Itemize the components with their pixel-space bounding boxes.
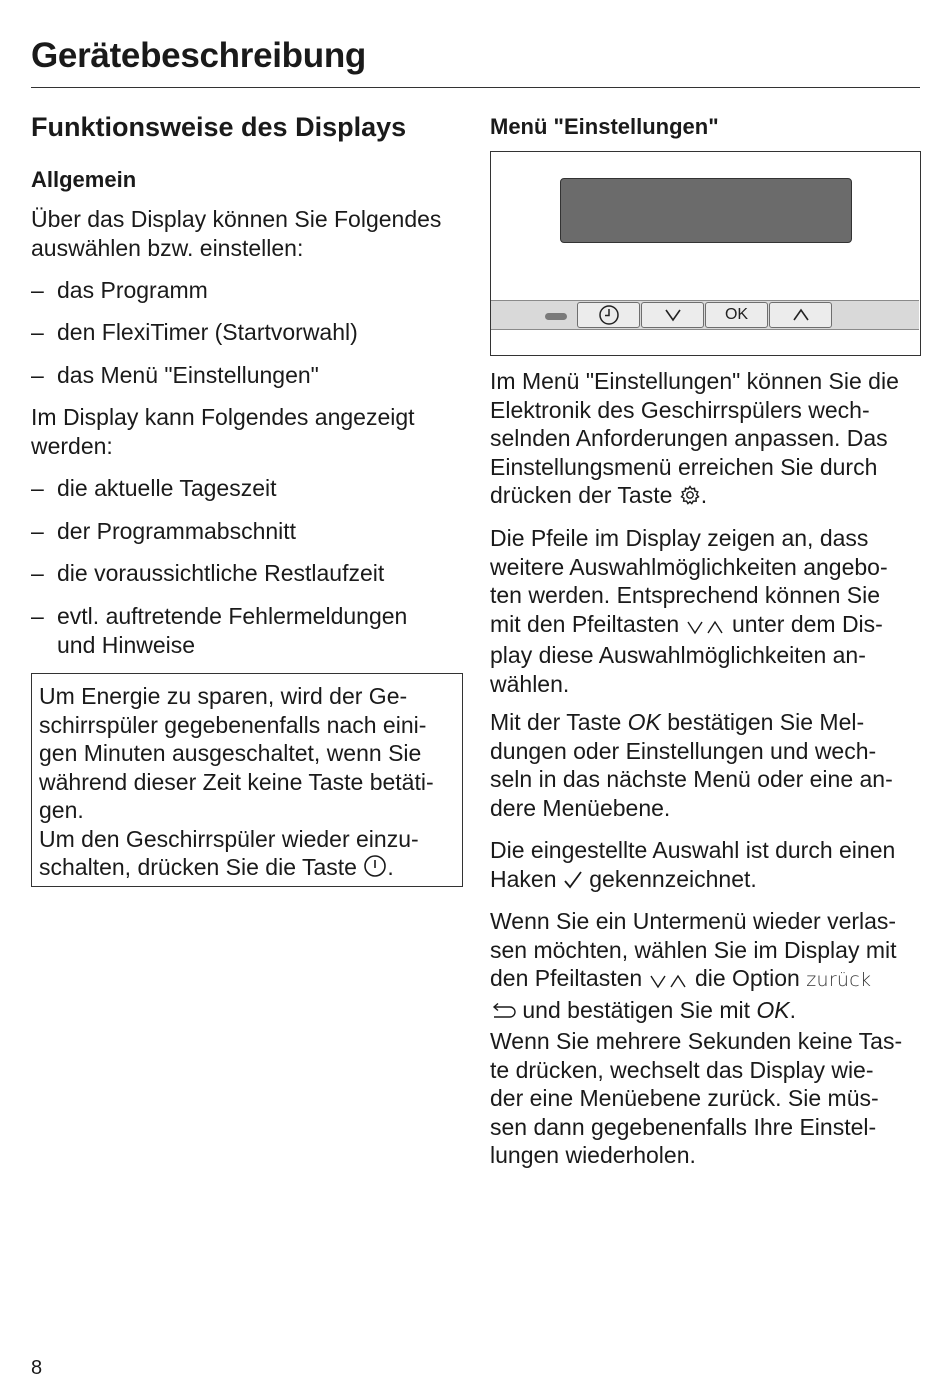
- list-item-text: das Programm: [57, 277, 208, 303]
- text-line: während dieser Zeit keine Taste betäti-: [39, 768, 434, 795]
- text-line: sen dann gegebenenfalls Ihre Einstel-: [490, 1113, 877, 1140]
- text-line: Über das Display können Sie Folgendes: [31, 206, 442, 232]
- display-screen: [560, 178, 852, 243]
- text-line: gen.: [39, 797, 84, 823]
- page-number: 8: [31, 1357, 43, 1379]
- chevron-up-icon: [706, 613, 726, 642]
- text-line: lungen wiederholen.: [490, 1142, 696, 1168]
- list-item: – die aktuelle Tageszeit: [31, 475, 277, 501]
- text-line: Wenn Sie ein Untermenü wieder verlas-: [490, 908, 897, 934]
- arrows-paragraph: [490, 524, 888, 698]
- text-line: weitere Auswahlmöglichkeiten angebo-: [490, 553, 888, 580]
- chevron-down-icon: [663, 308, 683, 322]
- energy-note-box: [31, 673, 463, 887]
- text-line: mit den Pfeiltasten unter dem Dis-: [490, 610, 888, 642]
- list-item-text: die voraussichtliche Restlaufzeit: [57, 560, 385, 586]
- text-line: dere Menüebene.: [490, 794, 671, 821]
- text-line: Einstellungsmenü erreichen Sie durch: [490, 453, 878, 480]
- text-line: play diese Auswahlmöglichkeiten an-: [490, 642, 866, 668]
- list-item: – das Menü "Einstellungen": [31, 362, 319, 388]
- text-line: Im Display kann Folgendes angezeigt: [31, 404, 415, 430]
- settings-paragraph: [490, 367, 899, 513]
- text-line: wählen.: [490, 670, 570, 697]
- text-line: gen Minuten ausgeschaltet, wenn Sie: [39, 740, 422, 766]
- text-line: auswählen bzw. einstellen:: [31, 234, 304, 261]
- text-line: Um den Geschirrspüler wieder einzu-: [39, 825, 419, 852]
- title-divider: [31, 87, 920, 88]
- text-line: seln in das nächste Menü oder eine an-: [490, 766, 893, 792]
- text-line: und bestätigen Sie mit OK.: [490, 996, 902, 1028]
- chevron-down-icon: [649, 967, 669, 996]
- text-line: Um Energie zu sparen, wird der Ge-: [39, 683, 408, 709]
- list-item-text: und Hinweise: [57, 631, 196, 658]
- display-intro-paragraph: [31, 403, 415, 460]
- subheading-allgemein: Allgemein: [31, 167, 137, 192]
- text-line: dungen oder Einstellungen und wech-: [490, 737, 877, 764]
- list-item-text: evtl. auftretende Fehlermeldungen: [57, 603, 408, 629]
- text-line: Mit der Taste OK bestätigen Sie Mel-: [490, 709, 865, 735]
- gear-icon: [679, 484, 701, 513]
- note-text: [39, 682, 434, 885]
- text-line: ten werden. Entsprechend können Sie: [490, 582, 880, 608]
- list-item: – der Programmabschnitt: [31, 518, 297, 544]
- list-item: – den FlexiTimer (Startvorwahl): [31, 319, 358, 345]
- checkmark-icon: [563, 868, 583, 897]
- list-item-text: den FlexiTimer (Startvorwahl): [57, 319, 358, 345]
- page-title: Gerätebeschreibung: [31, 36, 366, 75]
- menu-settings-heading: Menü "Einstellungen": [490, 114, 719, 139]
- arrow-up-key[interactable]: [769, 302, 832, 328]
- text-line: den Pfeiltasten die Option zurück: [490, 964, 902, 996]
- text-line: Elektronik des Geschirrspülers wech-: [490, 396, 870, 423]
- power-icon: [363, 854, 387, 885]
- intro-paragraph: [31, 205, 441, 262]
- list-item-text: der Programmabschnitt: [57, 518, 297, 544]
- ok-key-label: OK: [724, 306, 749, 323]
- text-line: te drücken, wechselt das Display wie-: [490, 1056, 874, 1083]
- text-line: der eine Menüebene zurück. Sie müs-: [490, 1085, 879, 1111]
- text-line: schirrspüler gegebenenfalls nach eini-: [39, 711, 427, 738]
- list-item: – die voraussichtliche Restlaufzeit: [31, 560, 385, 586]
- text-line: Wenn Sie mehrere Sekunden keine Tas-: [490, 1028, 903, 1054]
- back-arrow-icon: [490, 999, 516, 1028]
- list-item: – das Programm: [31, 277, 208, 303]
- text-line: drücken der Taste .: [490, 481, 899, 513]
- list-item: – evtl. auftretende Fehlermeldungen und Hinweise: [31, 603, 408, 658]
- text-line: Die Pfeile im Display zeigen an, dass: [490, 525, 869, 551]
- control-panel-illustration: [490, 151, 921, 356]
- ok-key[interactable]: [705, 302, 768, 328]
- text-line: Haken gekennzeichnet.: [490, 865, 895, 897]
- text-line: Die eingestellte Auswahl ist durch einen: [490, 837, 896, 863]
- ok-paragraph: [490, 708, 893, 822]
- indicator-led: [545, 313, 567, 320]
- submenu-paragraph: [490, 907, 902, 1170]
- chevron-down-icon: [686, 613, 706, 642]
- clock-icon: [598, 304, 620, 326]
- text-line: werden:: [31, 432, 113, 459]
- list-item-text: die aktuelle Tageszeit: [57, 475, 277, 501]
- section-heading: Funktionsweise des Displays: [31, 112, 407, 142]
- list-item-text: das Menü "Einstellungen": [57, 362, 319, 388]
- chevron-up-icon: [791, 308, 811, 322]
- chevron-up-icon: [669, 967, 689, 996]
- text-line: schalten, drücken Sie die Taste .: [39, 853, 434, 885]
- text-line: selnden Anforderungen anpassen. Das: [490, 425, 888, 451]
- text-line: sen möchten, wählen Sie im Display mit: [490, 936, 897, 963]
- arrow-down-key[interactable]: [641, 302, 704, 328]
- text-line: Im Menü "Einstellungen" können Sie die: [490, 368, 899, 394]
- checkmark-paragraph: [490, 836, 895, 896]
- timer-key[interactable]: [577, 302, 640, 328]
- display-option-text: zurück: [806, 969, 872, 991]
